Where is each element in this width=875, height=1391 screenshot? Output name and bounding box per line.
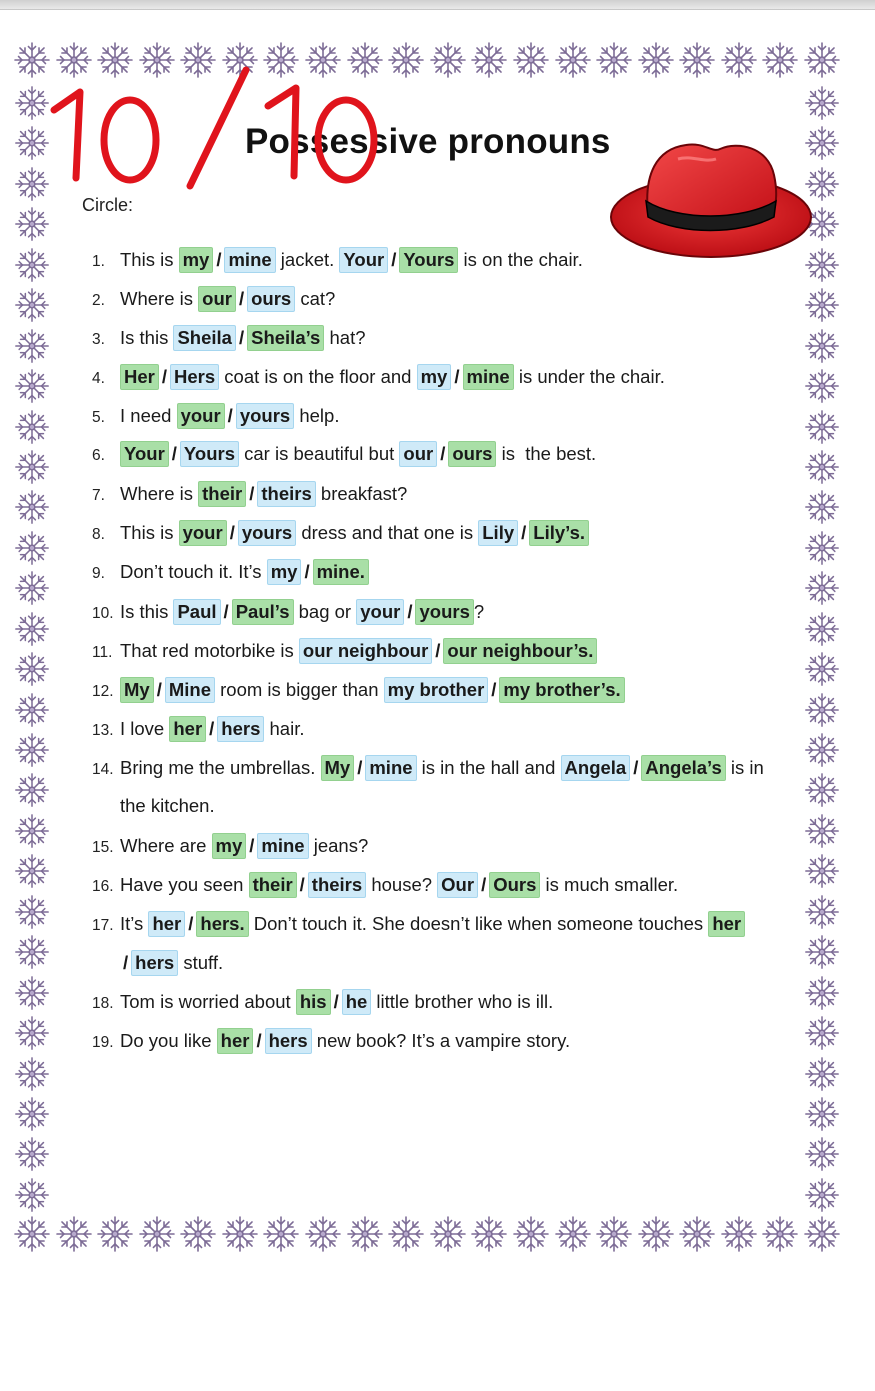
item-number: 8. [92, 526, 105, 543]
instruction: Circle: [82, 195, 134, 215]
answer-option-selected[interactable]: Paul’s [232, 599, 294, 625]
answer-option[interactable]: he [342, 989, 372, 1015]
snowflake-icon [54, 1214, 94, 1254]
snowflake-icon [13, 286, 51, 324]
item-number: 7. [92, 487, 105, 504]
snowflake-icon [594, 1214, 634, 1254]
snowflake-icon [13, 933, 51, 971]
option-separator: / [633, 757, 639, 778]
exercise-item [92, 987, 553, 1017]
option-separator: / [299, 874, 305, 895]
answer-option-selected[interactable]: mine. [313, 559, 369, 585]
snowflake-icon [345, 1214, 385, 1254]
answer-option-selected[interactable]: ours [448, 441, 496, 467]
snowflake-icon [803, 448, 841, 486]
answer-option-selected[interactable]: my [212, 833, 247, 859]
answer-option[interactable]: hers [217, 716, 264, 742]
option-separator: / [238, 327, 245, 348]
snowflake-border-left [12, 84, 52, 1214]
snowflake-icon [803, 610, 841, 648]
answer-option-selected[interactable]: hers. [196, 911, 248, 937]
sentence-text: Don’t touch it. It’s [120, 561, 267, 582]
snowflake-icon [803, 812, 841, 850]
snowflake-icon [13, 367, 51, 405]
snowflake-icon [803, 367, 841, 405]
exercise-item [92, 479, 407, 509]
sentence-text: house? [366, 874, 438, 895]
answer-option-selected[interactable]: your [177, 403, 225, 429]
sentence-text: jacket. [275, 249, 340, 270]
option-separator: / [156, 679, 162, 700]
answer-option[interactable]: Mine [165, 677, 215, 703]
snowflake-icon [13, 408, 51, 446]
option-separator: / [229, 522, 235, 543]
snowflake-icon [803, 933, 841, 971]
option-separator: / [171, 443, 177, 464]
sentence-text: room is bigger than [214, 679, 384, 700]
snowflake-icon [636, 40, 676, 80]
snowflake-icon [13, 812, 51, 850]
exercise-item [92, 753, 764, 783]
answer-option-selected[interactable]: our [198, 286, 236, 312]
option-separator: / [440, 443, 446, 464]
snowflake-icon [803, 1095, 841, 1133]
snowflake-icon [13, 852, 51, 890]
snowflake-icon [677, 1214, 717, 1254]
exercise-item [92, 1026, 570, 1056]
item-number: 1. [92, 253, 105, 270]
sentence-text: Bring me the umbrellas. [120, 757, 321, 778]
snowflake-icon [760, 40, 800, 80]
answer-option[interactable]: my [417, 364, 452, 390]
snowflake-icon [553, 40, 593, 80]
answer-option-selected[interactable]: mine [463, 364, 514, 390]
snowflake-icon [469, 1214, 509, 1254]
answer-option-selected[interactable]: My [120, 677, 154, 703]
sentence-text: help. [294, 405, 340, 426]
answer-option-selected[interactable]: her [169, 716, 206, 742]
snowflake-icon [803, 286, 841, 324]
answer-option[interactable]: Angela [561, 755, 631, 781]
answer-option-selected[interactable]: his [296, 989, 331, 1015]
snowflake-icon [803, 852, 841, 890]
snowflake-icon [677, 40, 717, 80]
answer-option-selected[interactable]: her [217, 1028, 254, 1054]
answer-option-selected[interactable]: her [708, 911, 745, 937]
exercise-item [92, 636, 597, 666]
sentence-text: is in the hall and [416, 757, 561, 778]
sentence-text: coat is on the floor and [219, 366, 417, 387]
answer-option-selected[interactable]: their [249, 872, 297, 898]
sentence-text: is in [725, 757, 764, 778]
snowflake-icon [803, 488, 841, 526]
exercise-item [92, 675, 625, 705]
snowflake-icon [553, 1214, 593, 1254]
option-separator: / [304, 561, 310, 582]
item-number: 13. [92, 722, 114, 739]
snowflake-icon [95, 1214, 135, 1254]
snowflake-icon [803, 1055, 841, 1093]
sentence-text: I need [120, 405, 177, 426]
snowflake-icon [13, 691, 51, 729]
answer-option-selected[interactable]: your [179, 520, 227, 546]
snowflake-icon [803, 691, 841, 729]
item-number: 16. [92, 878, 114, 895]
snowflake-icon [13, 1135, 51, 1173]
snowflake-icon [803, 569, 841, 607]
option-separator: / [435, 640, 441, 661]
option-separator: / [357, 757, 363, 778]
sentence-text: ? [473, 601, 485, 622]
snowflake-icon [511, 1214, 551, 1254]
sentence-text: is under the chair. [513, 366, 665, 387]
snowflake-icon [803, 731, 841, 769]
answer-option[interactable]: our [399, 441, 437, 467]
exercise-item [92, 791, 215, 821]
snowflake-icon [13, 327, 51, 365]
snowflake-icon [303, 1214, 343, 1254]
snowflake-icon [803, 650, 841, 688]
exercise-item [92, 831, 368, 861]
answer-option-selected[interactable]: Yours [399, 247, 458, 273]
answer-option[interactable]: ours [247, 286, 295, 312]
exercise-item [92, 439, 596, 469]
item-number: 5. [92, 409, 105, 426]
snowflake-icon [261, 1214, 301, 1254]
answer-option[interactable]: my brother [384, 677, 489, 703]
sentence-text: Is this [120, 327, 174, 348]
sentence-text: That red motorbike is [120, 640, 299, 661]
sentence-text: Have you seen [120, 874, 249, 895]
sentence-text: Where are [120, 835, 212, 856]
snowflake-icon [13, 488, 51, 526]
snowflake-icon [803, 529, 841, 567]
answer-option-selected[interactable]: Angela’s [641, 755, 725, 781]
snowflake-icon [13, 1055, 51, 1093]
snowflake-icon [719, 40, 759, 80]
answer-option[interactable]: hers [131, 950, 178, 976]
option-separator: / [123, 952, 129, 973]
option-separator: / [223, 601, 229, 622]
answer-option[interactable]: Yours [180, 441, 239, 467]
snowflake-icon [13, 731, 51, 769]
snowflake-icon [13, 1095, 51, 1133]
sentence-text: This is [120, 249, 179, 270]
option-separator: / [238, 288, 245, 309]
answer-option-selected[interactable]: Sheila’s [247, 325, 324, 351]
sentence-text: hair. [264, 718, 305, 739]
item-number: 3. [92, 331, 105, 348]
exercise-item [92, 518, 589, 548]
answer-option-selected[interactable]: their [198, 481, 246, 507]
handwritten-score [40, 58, 400, 198]
option-separator: / [249, 835, 255, 856]
snowflake-icon [13, 1014, 51, 1052]
red-fedora-hat-icon [608, 135, 814, 263]
option-separator: / [209, 718, 215, 739]
item-number: 15. [92, 839, 114, 856]
option-separator: / [407, 601, 413, 622]
option-separator: / [256, 1030, 262, 1051]
option-separator: / [216, 249, 222, 270]
item-number: 12. [92, 683, 114, 700]
exercise-item [92, 284, 335, 314]
answer-option[interactable]: yours [236, 403, 294, 429]
snowflake-icon [220, 1214, 260, 1254]
snowflake-icon [803, 1014, 841, 1052]
item-number: 9. [92, 565, 105, 582]
sentence-text: dress and that one is [296, 522, 479, 543]
snowflake-icon [178, 1214, 218, 1254]
exercise-item [92, 557, 369, 587]
snowflake-icon [760, 1214, 800, 1254]
item-number: 11. [92, 644, 113, 661]
snowflake-icon [13, 529, 51, 567]
item-number: 18. [92, 995, 114, 1012]
snowflake-icon [719, 1214, 759, 1254]
answer-option[interactable]: Sheila [173, 325, 236, 351]
answer-option-selected[interactable]: Her [120, 364, 159, 390]
answer-option[interactable]: Hers [170, 364, 219, 390]
option-separator: / [188, 913, 194, 934]
snowflake-icon [636, 1214, 676, 1254]
answer-option-selected[interactable]: Your [120, 441, 169, 467]
sentence-text: is much smaller. [540, 874, 679, 895]
sentence-text: Don’t touch it. She doesn’t like when someone touches [248, 913, 709, 934]
snowflake-icon [13, 650, 51, 688]
snowflake-icon [803, 84, 841, 122]
answer-option[interactable]: Your [339, 247, 388, 273]
snowflake-icon [13, 569, 51, 607]
snowflake-icon [802, 1214, 842, 1254]
sentence-text: bag or [293, 601, 357, 622]
sentence-text: little brother who is ill. [371, 991, 554, 1012]
snowflake-icon [428, 1214, 468, 1254]
sentence-text: cat? [295, 288, 336, 309]
sentence-text: I love [120, 718, 170, 739]
exercise-item [92, 597, 484, 627]
sentence-text: Where is [120, 483, 199, 504]
exercise-item [92, 401, 339, 431]
exercise-item [92, 948, 223, 978]
exercise-item [92, 323, 366, 353]
sentence-text: the kitchen. [120, 795, 215, 816]
item-number: 6. [92, 447, 105, 464]
option-separator: / [481, 874, 487, 895]
option-separator: / [521, 522, 527, 543]
option-separator: / [454, 366, 460, 387]
item-number: 10. [92, 605, 114, 622]
exercise-item [92, 245, 583, 275]
sentence-text: It’s [120, 913, 149, 934]
sentence-text: Do you like [120, 1030, 217, 1051]
snowflake-icon [13, 246, 51, 284]
snowflake-icon [803, 1135, 841, 1173]
sentence-text: car is beautiful but [238, 443, 400, 464]
option-separator: / [491, 679, 497, 700]
answer-option[interactable]: theirs [308, 872, 366, 898]
option-separator: / [249, 483, 255, 504]
item-number: 4. [92, 370, 105, 387]
exercise-item [92, 909, 745, 939]
snowflake-icon [12, 1214, 52, 1254]
answer-option[interactable]: our neighbour [299, 638, 432, 664]
snowflake-icon [594, 40, 634, 80]
top-bar [0, 0, 875, 10]
option-separator: / [333, 991, 339, 1012]
answer-option-selected[interactable]: My [321, 755, 355, 781]
item-number: 14. [92, 761, 114, 778]
snowflake-icon [428, 40, 468, 80]
answer-option[interactable]: your [356, 599, 404, 625]
answer-option-selected[interactable]: yours [415, 599, 473, 625]
sentence-text: Is this [120, 601, 174, 622]
sentence-text: is on the chair. [458, 249, 583, 270]
answer-option[interactable]: Paul [173, 599, 220, 625]
answer-option-selected[interactable]: my brother’s. [499, 677, 624, 703]
snowflake-icon [137, 1214, 177, 1254]
page-title: Possessive pronouns [245, 122, 611, 161]
exercise-item [92, 714, 304, 744]
snowflake-icon [13, 1176, 51, 1214]
sentence-text: This is [120, 522, 179, 543]
answer-option-selected[interactable]: Ours [489, 872, 540, 898]
item-number: 17. [92, 917, 114, 934]
snowflake-icon [13, 205, 51, 243]
exercise-item [92, 870, 678, 900]
option-separator: / [391, 249, 397, 270]
snowflake-border-bottom [12, 1214, 842, 1258]
answer-option-selected[interactable]: our neighbour’s. [443, 638, 597, 664]
sentence-text: is the best. [496, 443, 597, 464]
item-number: 19. [92, 1034, 114, 1051]
snowflake-icon [469, 40, 509, 80]
sentence-text: stuff. [178, 952, 224, 973]
answer-option[interactable]: Our [437, 872, 478, 898]
option-separator: / [161, 366, 167, 387]
snowflake-icon [13, 610, 51, 648]
answer-option[interactable]: mine [224, 247, 275, 273]
answer-option-selected[interactable]: Lily’s. [529, 520, 589, 546]
answer-option[interactable]: yours [238, 520, 296, 546]
sentence-text: breakfast? [315, 483, 408, 504]
snowflake-icon [803, 408, 841, 446]
snowflake-icon [13, 448, 51, 486]
snowflake-icon [803, 327, 841, 365]
answer-option[interactable]: theirs [257, 481, 315, 507]
snowflake-icon [386, 1214, 426, 1254]
answer-option[interactable]: my [267, 559, 302, 585]
sentence-text: jeans? [308, 835, 369, 856]
snowflake-icon [803, 1176, 841, 1214]
sentence-text: Where is [120, 288, 199, 309]
sentence-text: Tom is worried about [120, 991, 296, 1012]
answer-option-selected[interactable]: my [179, 247, 214, 273]
exercise-item [92, 362, 665, 392]
item-number: 2. [92, 292, 105, 309]
snowflake-icon [13, 893, 51, 931]
snowflake-icon [803, 974, 841, 1012]
answer-option[interactable]: mine [257, 833, 308, 859]
answer-option[interactable]: mine [365, 755, 416, 781]
answer-option[interactable]: her [148, 911, 185, 937]
option-separator: / [227, 405, 233, 426]
snowflake-icon [511, 40, 551, 80]
answer-option[interactable]: hers [265, 1028, 312, 1054]
sentence-text: new book? It’s a vampire story. [311, 1030, 571, 1051]
snowflake-icon [803, 771, 841, 809]
snowflake-icon [803, 893, 841, 931]
snowflake-icon [13, 974, 51, 1012]
answer-option[interactable]: Lily [478, 520, 518, 546]
snowflake-icon [802, 40, 842, 80]
sentence-text: hat? [324, 327, 366, 348]
snowflake-icon [13, 771, 51, 809]
